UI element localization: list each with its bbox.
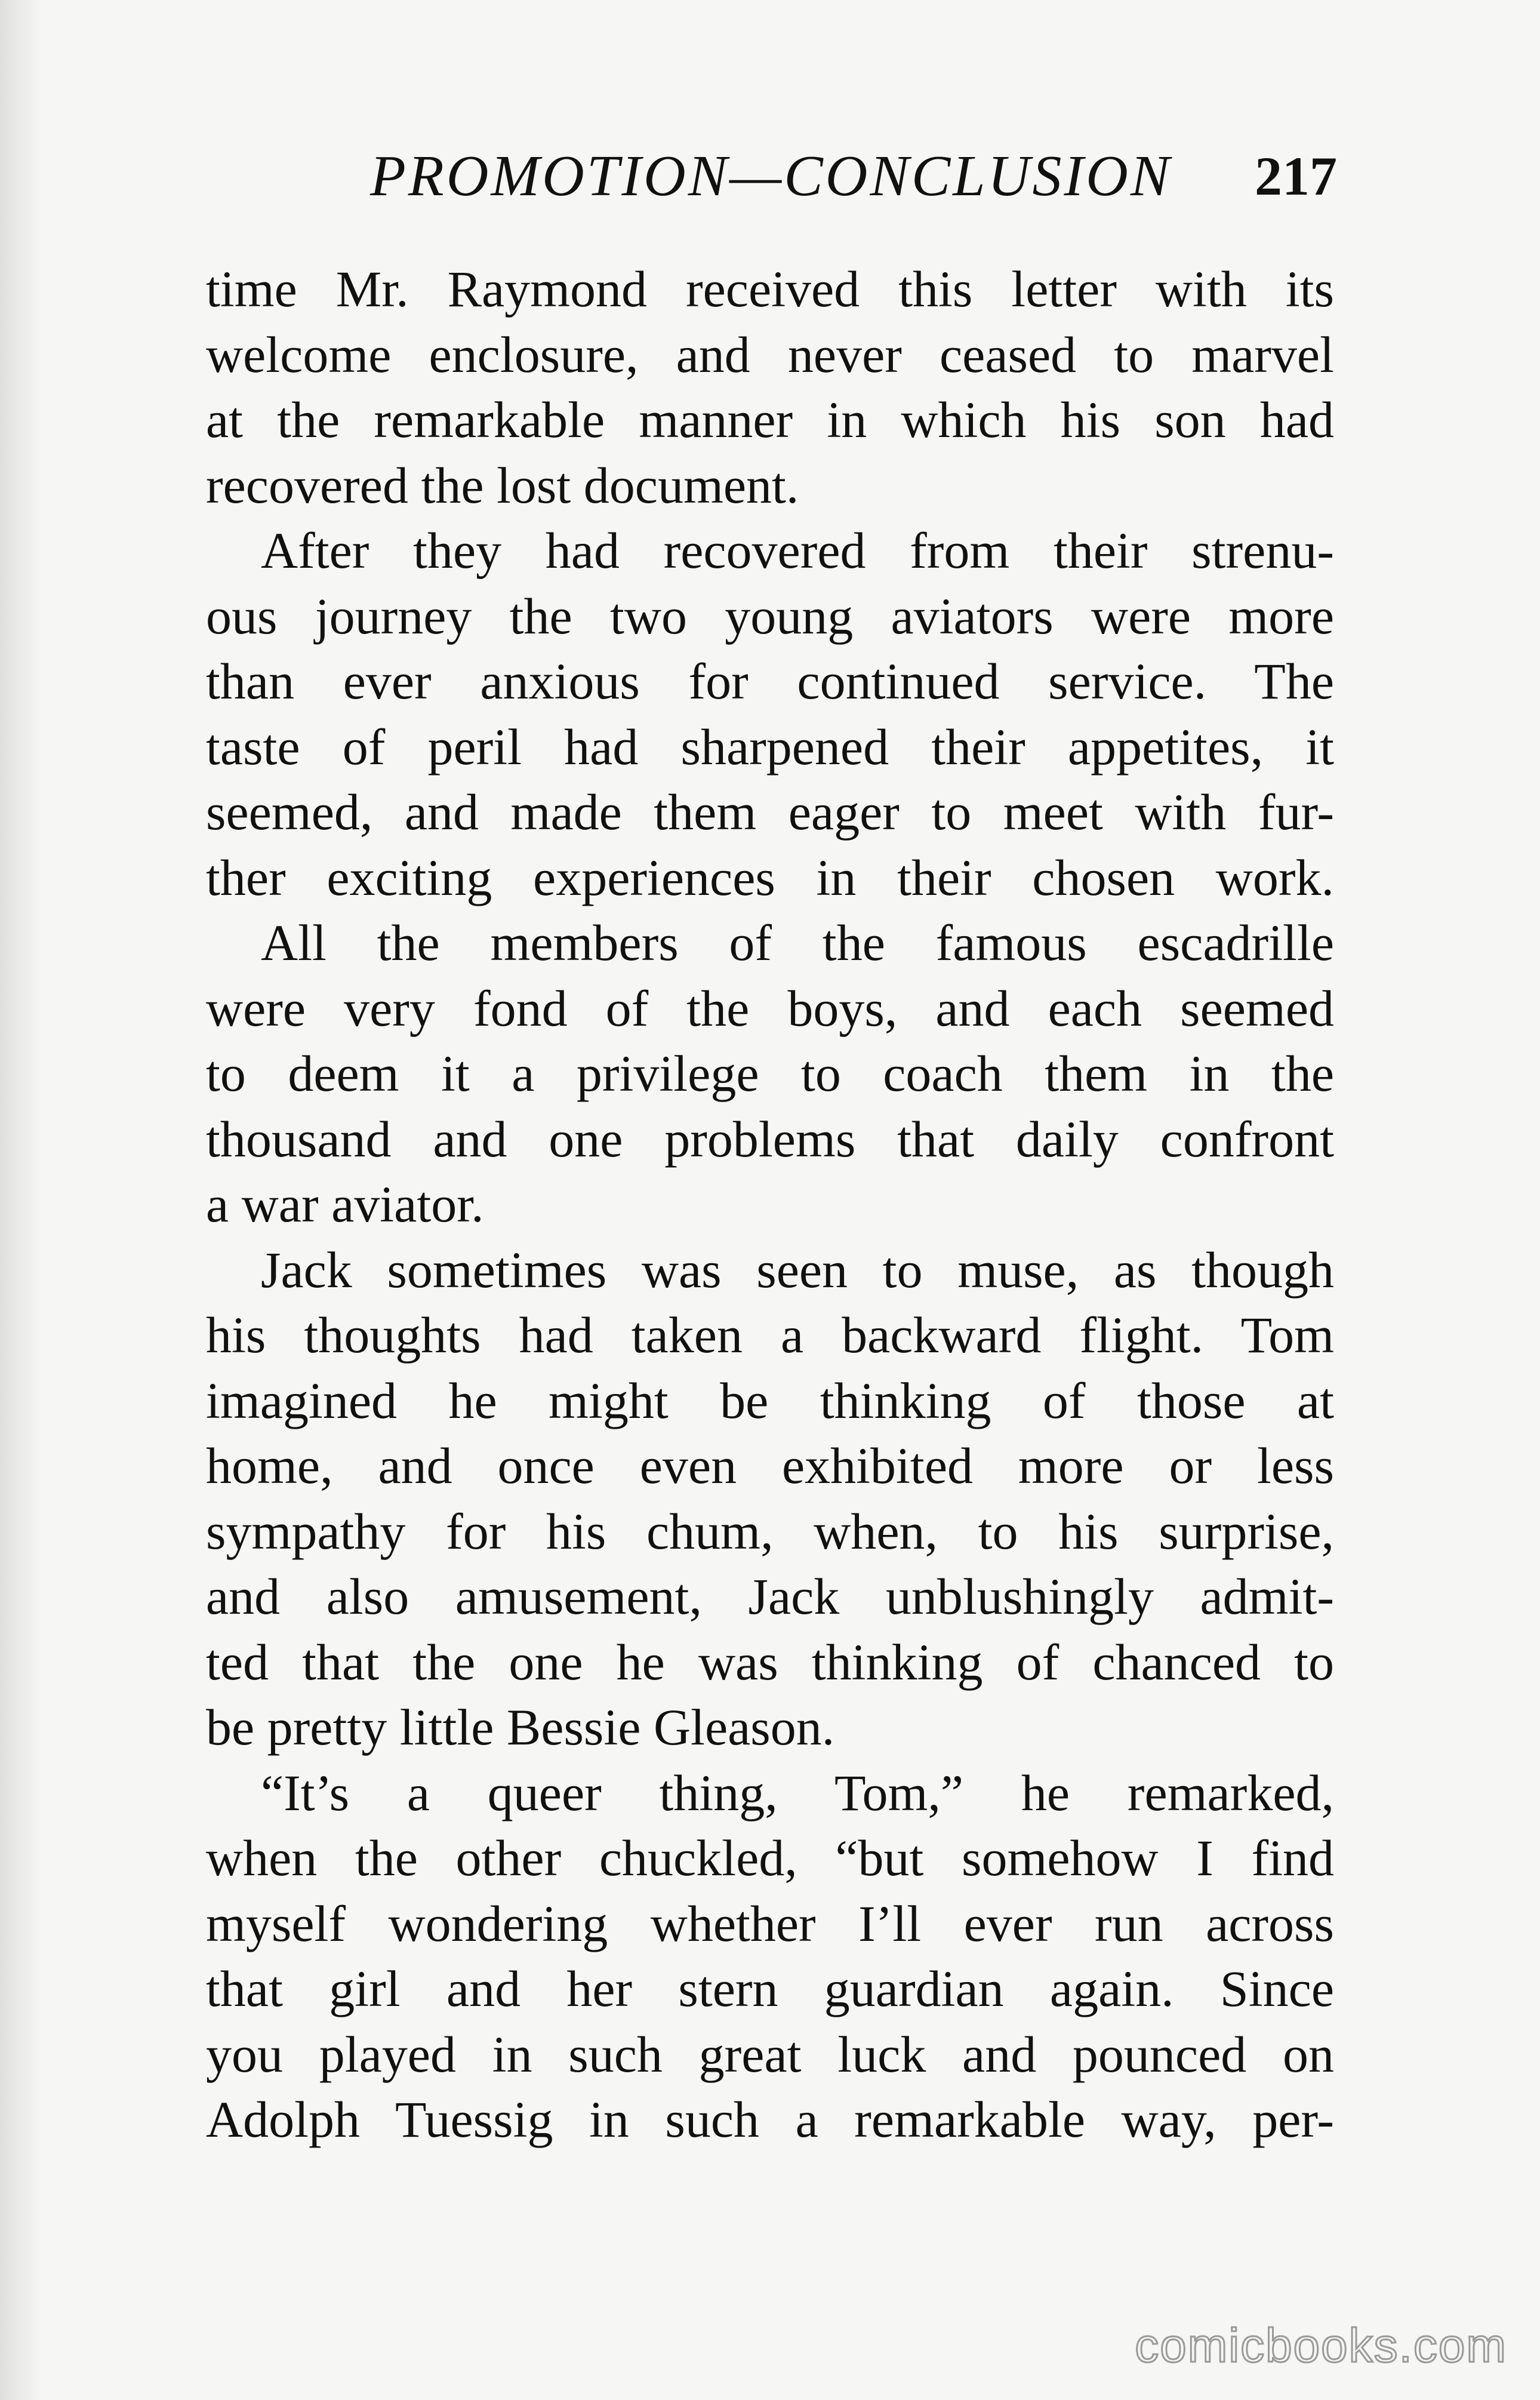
- text-line: “It’s a queer thing, Tom,” he remarked,: [261, 1764, 1334, 1821]
- text-line: Adolph Tuessig in such a remarkable way, per-: [206, 2091, 1334, 2148]
- text-line: Jack sometimes was seen to muse, as though: [261, 1241, 1334, 1299]
- text-line: recovered the lost document.: [206, 456, 799, 514]
- paragraph: [206, 1238, 1334, 1761]
- body-text: [206, 257, 1334, 2153]
- text-line: taste of peril had sharpened their appetites, it: [206, 718, 1334, 776]
- text-line: seemed, and made them eager to meet with fur-: [206, 783, 1334, 841]
- paragraph: [206, 910, 1334, 1238]
- paragraph: [206, 1761, 1334, 2153]
- page-number: 217: [1255, 146, 1337, 207]
- text-line: All the members of the famous escadrille: [261, 914, 1334, 971]
- text-line: his thoughts had taken a backward flight. Tom: [206, 1306, 1334, 1364]
- scan-edge-shadow: [0, 0, 42, 2400]
- text-line: ther exciting experiences in their chosen work.: [206, 848, 1334, 906]
- text-line: than ever anxious for continued service. The: [206, 653, 1334, 710]
- text-line: sympathy for his chum, when, to his surprise,: [206, 1502, 1334, 1560]
- text-line: be pretty little Bessie Gleason.: [206, 1699, 835, 1756]
- running-title: PROMOTION—CONCLUSION: [370, 144, 1172, 208]
- text-line: myself wondering whether I’ll ever run across: [206, 1894, 1334, 1952]
- text-line: welcome enclosure, and never ceased to marvel: [206, 325, 1334, 383]
- text-line: and also amusement, Jack unblushingly admit-: [206, 1568, 1334, 1625]
- watermark-logo: comicbooks.com: [1135, 2319, 1507, 2372]
- text-line: that girl and her stern guardian again. Since: [206, 1960, 1334, 2017]
- text-line: a war aviator.: [206, 1176, 484, 1233]
- text-line: when the other chuckled, “but somehow I find: [206, 1829, 1334, 1887]
- text-line: ous journey the two young aviators were more: [206, 587, 1334, 645]
- text-line: ted that the one he was thinking of chanced to: [206, 1633, 1334, 1691]
- text-line: at the remarkable manner in which his son had: [206, 391, 1334, 448]
- text-line: were very fond of the boys, and each seemed: [206, 979, 1334, 1037]
- text-line: to deem it a privilege to coach them in the: [206, 1045, 1334, 1102]
- text-line: thousand and one problems that daily confront: [206, 1110, 1334, 1168]
- paragraph: [206, 257, 1334, 518]
- text-line: home, and once even exhibited more or less: [206, 1437, 1334, 1494]
- text-line: imagined he might be thinking of those at: [206, 1371, 1334, 1429]
- text-line: time Mr. Raymond received this letter with its: [206, 260, 1334, 318]
- text-line: you played in such great luck and pounced on: [206, 2025, 1334, 2083]
- page-header: [370, 140, 1337, 212]
- paragraph: [206, 518, 1334, 910]
- text-line: After they had recovered from their strenu-: [261, 522, 1334, 579]
